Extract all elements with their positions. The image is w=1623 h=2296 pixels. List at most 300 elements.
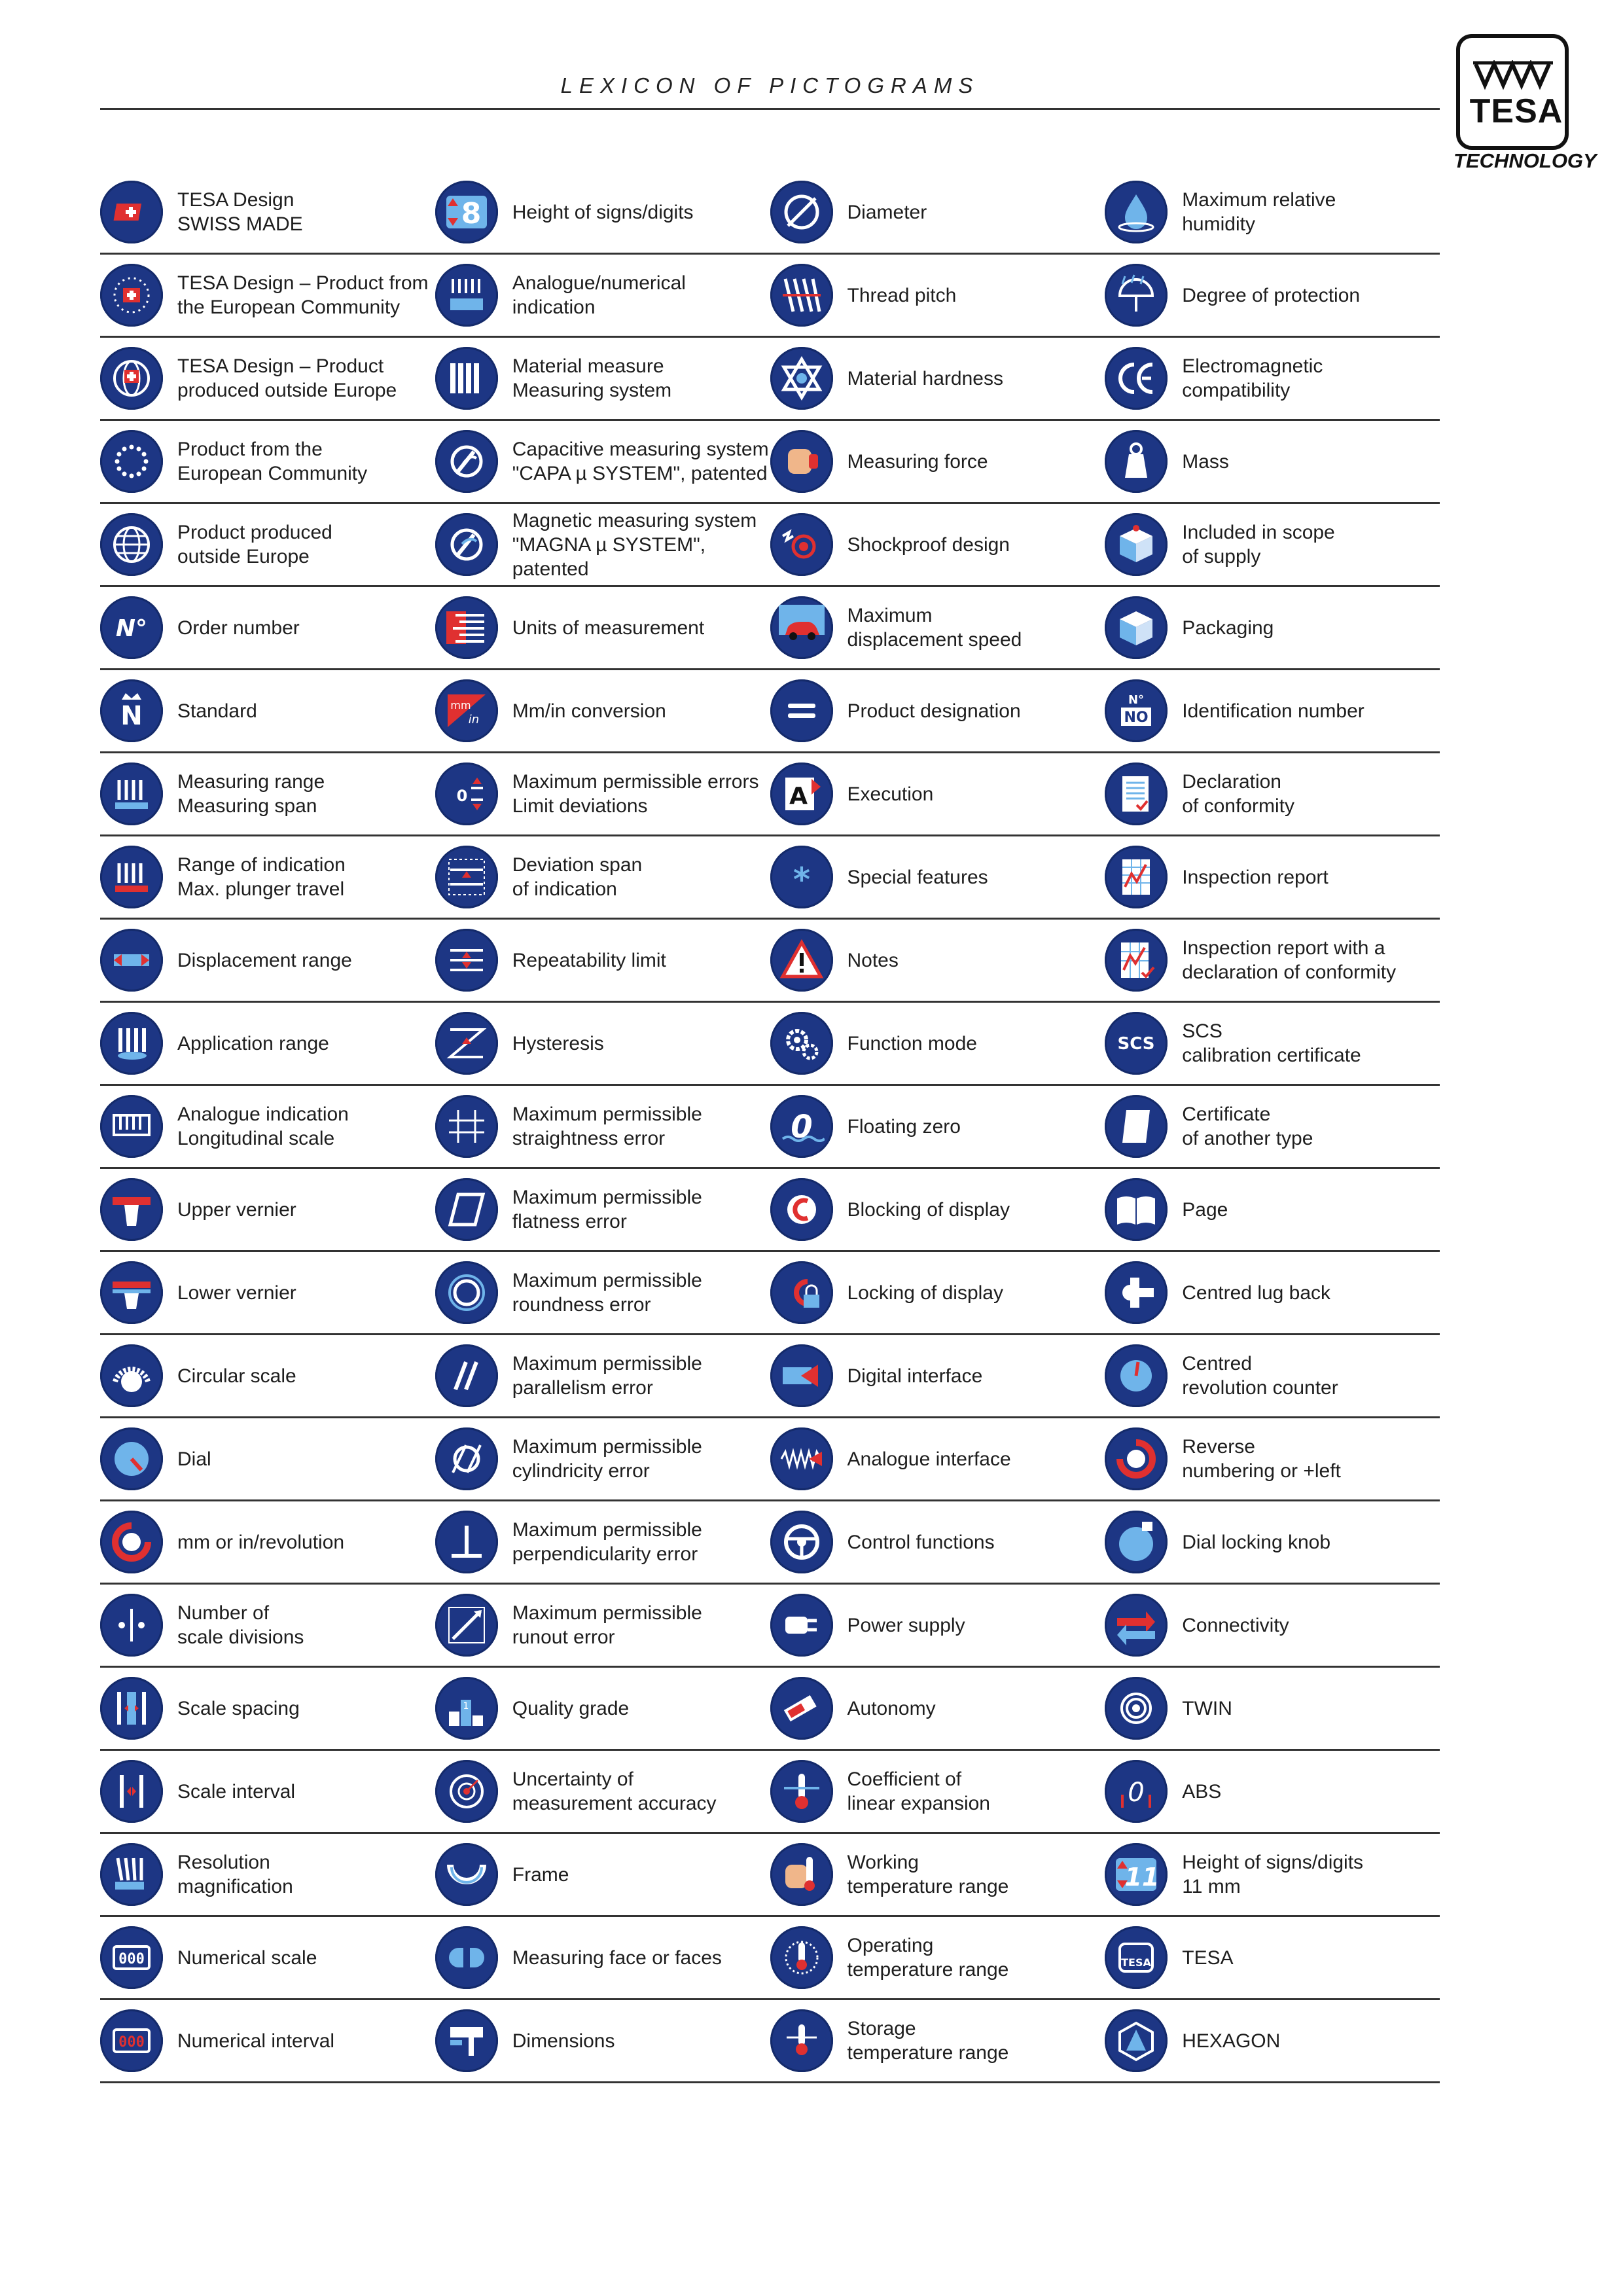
pictogram-label (1182, 1102, 1313, 1151)
pictogram-entry (435, 920, 770, 1003)
pictogram-label-line: Scale spacing (177, 1697, 300, 1719)
box-scope-icon (1105, 513, 1168, 576)
pictogram-label (512, 948, 666, 973)
pictogram-label-line: Identification number (1182, 700, 1364, 722)
pictogram-label-line: numbering or +left (1182, 1460, 1341, 1482)
pictogram-label-line: Dimensions (512, 2030, 615, 2052)
pictogram-label-line: linear expansion (847, 1793, 990, 1814)
diameter-icon (770, 181, 833, 243)
svg-text:SCS: SCS (1117, 1034, 1155, 1054)
tesa-mark-icon (1473, 60, 1556, 92)
pictogram-entry (770, 255, 1105, 338)
pictogram-label (847, 1530, 995, 1554)
measuring-range-icon (100, 762, 163, 825)
designation-icon (770, 679, 833, 742)
lug-back-icon (1105, 1261, 1168, 1324)
pictogram-entry (100, 421, 435, 504)
magna-system-icon (435, 513, 498, 576)
pictogram-label (847, 1933, 1009, 1982)
pictogram-entry (100, 171, 435, 255)
roundness-icon (435, 1261, 498, 1324)
pictogram-entry (100, 2000, 435, 2083)
pictogram-entry (100, 1418, 435, 1501)
pictogram-label-line: Maximum relative (1182, 189, 1336, 211)
scs-icon (1105, 1012, 1168, 1075)
pictogram-label-line: of another type (1182, 1128, 1313, 1149)
inspection-report-icon (1105, 846, 1168, 908)
pictogram-entry (1105, 587, 1440, 670)
pictogram-label-line: Resolution (177, 1852, 270, 1873)
pictogram-label-line: Maximum permissible (512, 1519, 702, 1541)
pictogram-label (1182, 1613, 1289, 1638)
pictogram-label-line: Maximum permissible (512, 1602, 702, 1624)
pictogram-label (847, 699, 1021, 723)
upper-vernier-icon (100, 1178, 163, 1241)
hysteresis-icon (435, 1012, 498, 1075)
pictogram-entry (770, 1668, 1105, 1751)
svg-text:0: 0 (1128, 1778, 1145, 1808)
numerical-scale-icon (100, 1926, 163, 1989)
execution-icon (770, 762, 833, 825)
svg-text:11: 11 (1124, 1863, 1160, 1892)
pictogram-label (847, 283, 957, 308)
pictogram-label-line: Notes (847, 949, 899, 971)
numerical-interval-icon (100, 2009, 163, 2072)
pictogram-entry (1105, 836, 1440, 920)
pictogram-entry (435, 421, 770, 504)
pictogram-label-line: temperature range (847, 2042, 1009, 2064)
pictogram-entry (100, 587, 435, 670)
pictogram-entry (100, 1169, 435, 1252)
pictogram-label (1182, 699, 1364, 723)
pictogram-entry (100, 1003, 435, 1086)
displacement-range-icon (100, 929, 163, 992)
pictogram-entry (435, 2000, 770, 2083)
pictogram-label (512, 509, 770, 581)
pictogram-entry (100, 1834, 435, 1917)
dial-icon (100, 1427, 163, 1490)
umbrella-rain-icon (1105, 264, 1168, 327)
pictogram-label (177, 1198, 296, 1222)
pictogram-label (512, 1518, 702, 1566)
pictogram-label (847, 1447, 1011, 1471)
pictogram-label-line: Circular scale (177, 1365, 296, 1387)
pictogram-entry (1105, 1668, 1440, 1751)
measuring-face-icon (435, 1926, 498, 1989)
pictogram-entry (1105, 1086, 1440, 1169)
pictogram-label (1182, 1198, 1228, 1222)
pictogram-label (512, 1767, 717, 1816)
pictogram-entry (1105, 1418, 1440, 1501)
locking-knob-icon (1105, 1511, 1168, 1573)
pictogram-entry (770, 1501, 1105, 1585)
pictogram-entry (1105, 1834, 1440, 1917)
pictogram-label (512, 699, 666, 723)
pictogram-entry (770, 1751, 1105, 1834)
pictogram-entry (770, 171, 1105, 255)
pictogram-label (512, 1031, 604, 1056)
capa-system-icon (435, 430, 498, 493)
digital-interface-icon (770, 1344, 833, 1407)
repeatability-icon (435, 929, 498, 992)
parallelism-icon (435, 1344, 498, 1407)
pictogram-label (512, 1102, 702, 1151)
pictogram-label (177, 1364, 296, 1388)
longitudinal-scale-icon (100, 1095, 163, 1158)
pictogram-label-line: Quality grade (512, 1697, 630, 1719)
swiss-flag-icon (100, 181, 163, 243)
pictogram-entry (435, 338, 770, 421)
pictogram-label-line: Measuring face or faces (512, 1946, 722, 1969)
pictogram-grid (100, 171, 1440, 2083)
pictogram-label-line: ABS (1182, 1780, 1222, 1803)
pictogram-label (1182, 616, 1274, 640)
pictogram-label (177, 1601, 304, 1649)
pictogram-entry (770, 587, 1105, 670)
humidity-drop-icon (1105, 181, 1168, 243)
pictogram-label-line: Lower vernier (177, 1282, 296, 1304)
pictogram-label-line: Material measure (512, 355, 664, 377)
pictogram-label-line: Height of signs/digits (1182, 1852, 1364, 1873)
pictogram-entry (435, 753, 770, 836)
pictogram-label (512, 1601, 702, 1649)
pictogram-label-line: Product from the (177, 439, 323, 460)
pictogram-label (177, 770, 325, 818)
pictogram-label (1182, 1946, 1233, 1970)
pictogram-label (177, 188, 303, 236)
pictogram-label-line: Product designation (847, 700, 1021, 722)
pictogram-label-line: Electromagnetic (1182, 355, 1323, 377)
pictogram-label-line: Maximum permissible (512, 1103, 702, 1125)
svg-text:8: 8 (461, 197, 482, 230)
pictogram-label-line: Special features (847, 866, 988, 888)
package-icon (1105, 596, 1168, 659)
material-measure-icon (435, 347, 498, 410)
pictogram-label-line: roundness error (512, 1294, 651, 1316)
pictogram-label-line: Measuring system (512, 380, 672, 401)
pictogram-entry (770, 1834, 1105, 1917)
indication-range-icon (100, 846, 163, 908)
pictogram-label (847, 603, 1022, 652)
pictogram-label-line: Centred (1182, 1353, 1252, 1374)
pictogram-entry (770, 1335, 1105, 1418)
runout-icon (435, 1594, 498, 1657)
pictogram-entry (435, 1252, 770, 1335)
conformity-icon (1105, 762, 1168, 825)
eu-stars-icon (100, 430, 163, 493)
shockproof-icon (770, 513, 833, 576)
pictogram-label-line: Product produced (177, 522, 332, 543)
pictogram-entry (1105, 504, 1440, 587)
logo-frame (1456, 34, 1569, 150)
pictogram-label (1182, 770, 1294, 818)
pictogram-entry (770, 920, 1105, 1003)
globe-icon (100, 513, 163, 576)
pictogram-label (512, 1946, 722, 1970)
pictogram-label-line: of supply (1182, 546, 1261, 567)
pictogram-label-line: Limit deviations (512, 795, 648, 817)
pictogram-entry (1105, 920, 1440, 1003)
pictogram-entry (100, 1917, 435, 2000)
book-page-icon (1105, 1178, 1168, 1241)
pictogram-label-line: Longitudinal scale (177, 1128, 335, 1149)
pictogram-entry (1105, 1169, 1440, 1252)
revolution-icon (100, 1511, 163, 1573)
pictogram-label-line: temperature range (847, 1876, 1009, 1897)
pictogram-label (512, 1696, 629, 1721)
pictogram-label (847, 200, 927, 224)
pictogram-entry (100, 255, 435, 338)
certificate-icon (1105, 1095, 1168, 1158)
pictogram-entry (100, 504, 435, 587)
pictogram-entry (770, 1252, 1105, 1335)
pictogram-label (177, 2029, 334, 2053)
pictogram-label (847, 1364, 983, 1388)
pictogram-label (1182, 450, 1229, 474)
pictogram-entry (770, 421, 1105, 504)
pictogram-label-line: magnification (177, 1876, 293, 1897)
scale-interval-icon (100, 1760, 163, 1823)
pictogram-label-line: Capacitive measuring system (512, 439, 769, 460)
pictogram-entry (435, 1003, 770, 1086)
pictogram-entry (770, 2000, 1105, 2083)
lower-vernier-icon (100, 1261, 163, 1324)
pictogram-label (1182, 520, 1335, 569)
pictogram-label-line: Included in scope (1182, 522, 1335, 543)
connectivity-icon (1105, 1594, 1168, 1657)
pictogram-label (847, 1696, 936, 1721)
pictogram-label-line: Dial locking knob (1182, 1531, 1331, 1553)
pictogram-entry (100, 920, 435, 1003)
eu-swiss-icon (100, 264, 163, 327)
svg-text:0: 0 (456, 787, 468, 805)
pictogram-label (177, 699, 257, 723)
pictogram-label-line: Connectivity (1182, 1614, 1289, 1636)
pictogram-label (512, 2029, 615, 2053)
pictogram-label-line: Maximum (847, 605, 933, 626)
pictogram-entry (435, 670, 770, 753)
pictogram-label-line: humidity (1182, 213, 1255, 235)
pictogram-label-line: Execution (847, 783, 934, 805)
pictogram-label-line: European Community (177, 463, 368, 484)
pictogram-label (1182, 1281, 1330, 1305)
pictogram-entry (100, 1252, 435, 1335)
thread-pitch-icon (770, 264, 833, 327)
scale-divisions-icon (100, 1594, 163, 1657)
pictogram-entry (1105, 338, 1440, 421)
pictogram-label (847, 367, 1003, 391)
notes-warning-icon (770, 929, 833, 992)
pictogram-label-line: Maximum permissible (512, 1187, 702, 1208)
pictogram-label-line: mm or in/revolution (177, 1531, 345, 1553)
pictogram-label-line: Number of (177, 1602, 270, 1624)
pictogram-label-line: Packaging (1182, 617, 1274, 639)
pictogram-label-line: Material hardness (847, 367, 1003, 389)
pictogram-label (847, 782, 934, 806)
pictogram-label-line: Height of signs/digits (512, 201, 694, 223)
pictogram-label (177, 853, 346, 901)
hardness-icon (770, 347, 833, 410)
thermometer-expansion-icon (770, 1760, 833, 1823)
pictogram-label-line: revolution counter (1182, 1377, 1338, 1399)
pictogram-label (847, 948, 899, 973)
pictogram-label-line: Operating (847, 1935, 934, 1956)
pictogram-label-line: perpendicularity error (512, 1543, 698, 1565)
pictogram-label (177, 520, 332, 569)
pictogram-entry (100, 1585, 435, 1668)
pictogram-label (1182, 1530, 1330, 1554)
pictogram-entry (435, 1751, 770, 1834)
pictogram-entry (1105, 670, 1440, 753)
pictogram-label-line: TWIN (1182, 1697, 1232, 1719)
pictogram-label (512, 616, 704, 640)
pictogram-label-line: Power supply (847, 1614, 965, 1636)
uncertainty-icon (435, 1760, 498, 1823)
pictogram-label (847, 1031, 977, 1056)
pictogram-label-line: Numerical scale (177, 1946, 317, 1969)
svg-text:0: 0 (790, 1109, 813, 1145)
flatness-icon (435, 1178, 498, 1241)
pictogram-label (847, 1613, 965, 1638)
pictogram-entry (100, 1501, 435, 1585)
pictogram-label-line: Scale interval (177, 1780, 296, 1803)
pictogram-label-line: Blocking of display (847, 1198, 1010, 1221)
pictogram-label-line: TESA Design – Product (177, 355, 384, 377)
pictogram-entry (770, 1169, 1105, 1252)
pictogram-label (177, 1780, 295, 1804)
pictogram-label (1182, 354, 1323, 403)
circular-scale-icon (100, 1344, 163, 1407)
pictogram-entry (435, 1668, 770, 1751)
pictogram-entry (100, 753, 435, 836)
pictogram-entry (1105, 1335, 1440, 1418)
pictogram-label-line: Diameter (847, 201, 927, 223)
standard-icon (100, 679, 163, 742)
pictogram-label-line: runout error (512, 1626, 615, 1648)
blocking-display-icon (770, 1178, 833, 1241)
pictogram-entry (770, 1086, 1105, 1169)
pictogram-entry (770, 836, 1105, 920)
pictogram-entry (1105, 1501, 1440, 1585)
pictogram-entry (435, 171, 770, 255)
pictogram-label (177, 1281, 296, 1305)
digit-height-icon (435, 181, 498, 243)
pictogram-label-line: Mm/in conversion (512, 700, 666, 722)
pictogram-label-line: Uncertainty of (512, 1768, 633, 1790)
pictogram-label-line: Control functions (847, 1531, 995, 1553)
pictogram-label-line: Frame (512, 1863, 569, 1886)
pictogram-label-line: 11 mm (1182, 1876, 1241, 1897)
pictogram-label (177, 437, 367, 486)
svg-text:A: A (789, 783, 808, 810)
pictogram-label (512, 853, 642, 901)
pictogram-label-line: "CAPA µ SYSTEM", patented (512, 463, 768, 484)
pictogram-label-line: TESA Design – Product from (177, 272, 429, 294)
pictogram-label-line: Order number (177, 617, 300, 639)
pictogram-label-line: HEXAGON (1182, 2030, 1281, 2052)
pictogram-label-line: Application range (177, 1032, 329, 1054)
pictogram-label-line: Dial (177, 1448, 211, 1470)
globe-swiss-icon (100, 347, 163, 410)
pictogram-label-line: compatibility (1182, 380, 1291, 401)
pictogram-label (177, 616, 300, 640)
scale-spacing-icon (100, 1677, 163, 1740)
pictogram-label (1182, 1780, 1221, 1804)
pictogram-label (512, 271, 686, 319)
pictogram-entry (435, 1834, 770, 1917)
pictogram-label-line: declaration of conformity (1182, 961, 1397, 983)
pictogram-label-line: Standard (177, 700, 257, 722)
pictogram-label (177, 1031, 329, 1056)
pictogram-entry (435, 255, 770, 338)
pictogram-label-line: Maximum permissible (512, 1436, 702, 1458)
pictogram-label-line: Coefficient of (847, 1768, 962, 1790)
pictogram-label-line: Analogue indication (177, 1103, 349, 1125)
pictogram-label-line: flatness error (512, 1211, 627, 1232)
pictogram-label (1182, 1696, 1232, 1721)
pictogram-label-line: Max. plunger travel (177, 878, 345, 900)
page-title: LEXICON OF PICTOGRAMS (560, 73, 980, 98)
pictogram-entry (435, 1418, 770, 1501)
pictogram-label-line: Measuring span (177, 795, 317, 817)
pictogram-label (512, 354, 671, 403)
pictogram-entry (1105, 1585, 1440, 1668)
svg-text:mm: mm (450, 699, 471, 711)
pictogram-label-line: Units of measurement (512, 617, 705, 639)
pictogram-label-line: produced outside Europe (177, 380, 397, 401)
pictogram-entry (100, 1086, 435, 1169)
pictogram-label-line: Repeatability limit (512, 949, 666, 971)
pictogram-label (847, 865, 988, 889)
pictogram-label (1182, 2029, 1280, 2053)
pictogram-entry (435, 1501, 770, 1585)
pictogram-entry (435, 1335, 770, 1418)
svg-text:000: 000 (118, 2034, 145, 2051)
pictogram-label (512, 1435, 702, 1483)
pictogram-label (177, 271, 429, 319)
pictogram-entry (1105, 1751, 1440, 1834)
pictogram-label-line: of conformity (1182, 795, 1294, 817)
power-plug-icon (770, 1594, 833, 1657)
pictogram-entry (435, 1917, 770, 2000)
pictogram-label (1182, 283, 1360, 308)
pictogram-label-line: Mass (1182, 450, 1229, 473)
gears-icon (770, 1012, 833, 1075)
pictogram-label-line: temperature range (847, 1959, 1009, 1981)
car-speed-icon (770, 596, 833, 659)
pictogram-label (512, 200, 694, 224)
pictogram-entry (435, 587, 770, 670)
pictogram-label (847, 533, 1010, 557)
pictogram-label-line: Numerical interval (177, 2030, 335, 2052)
pictogram-label (1182, 936, 1396, 984)
pictogram-label-line: TESA (1182, 1946, 1234, 1969)
svg-text:1: 1 (463, 1701, 469, 1712)
pictogram-label (847, 1850, 1009, 1899)
pictogram-entry (770, 1003, 1105, 1086)
pictogram-label-line: Upper vernier (177, 1198, 296, 1221)
abs-icon (1105, 1760, 1168, 1823)
battery-autonomy-icon (770, 1677, 833, 1740)
pictogram-label-line: Range of indication (177, 854, 346, 876)
pictogram-label-line: TESA Design (177, 189, 294, 211)
floating-zero-icon (770, 1095, 833, 1158)
pictogram-label (1182, 1435, 1341, 1483)
straightness-icon (435, 1095, 498, 1158)
pictogram-entry (1105, 2000, 1440, 2083)
svg-text:TESA: TESA (1121, 1956, 1152, 1969)
pictogram-entry (1105, 255, 1440, 338)
